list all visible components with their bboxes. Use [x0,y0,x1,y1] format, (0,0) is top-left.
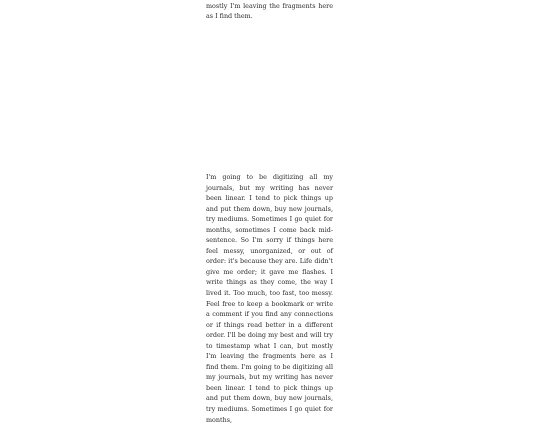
journal-fragment-top: mostly I'm leaving the fragments here as I find them. [206,1,333,21]
journal-intro-paragraph: I'm going to be digitizing all my journals, but my writing has never been linear. I tend to pick things up and put them down, buy new journals, try mediums. Sometimes I go quiet for months, sometimes I come back mid-sentence. So I'm sorry if things here feel messy, unorganized, or out of order: it's because they are. Life didn't give me order; it gave me flashes. I write things as they come, the way I lived it. Too much, too fast, too messy. Feel free to keep a bookmark or write a comment if you find any connections or if things read better in a different order. I'll be doing my best and will try to timestamp what I can, but mostly I'm leaving the fragments here as I find them. I'm going to be digitizing all my journals, but my writing has never been linear. I tend to pick things up and put them down, buy new journals, try mediums. Sometimes I go quiet for months, [206,173,333,424]
